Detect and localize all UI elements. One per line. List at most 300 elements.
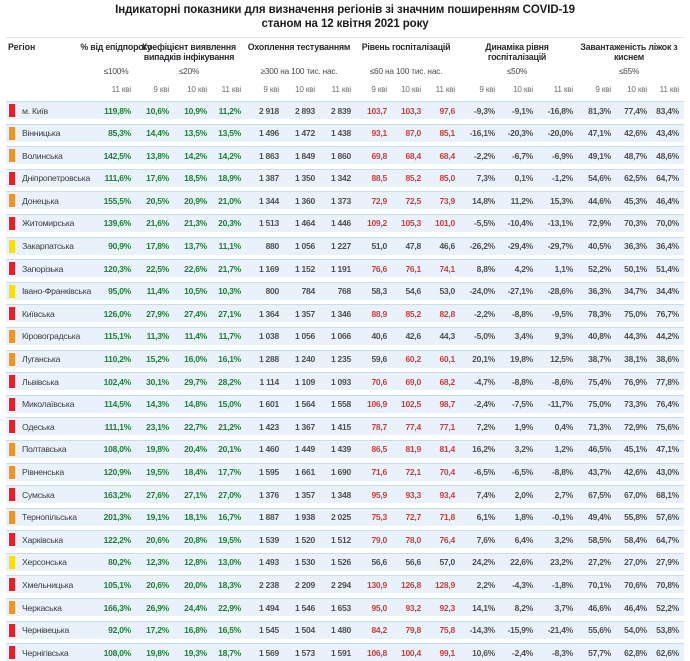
hosp-value: 56,6 (405, 557, 421, 568)
test-value: 1 449 (294, 444, 315, 455)
detect-value: 13,7% (184, 241, 207, 252)
test-value: 1 360 (294, 195, 315, 206)
dyn-value: -0,1% (552, 512, 573, 523)
detect-value: 29,7% (184, 376, 207, 387)
dyn-value: 6,4% (514, 534, 533, 545)
region-name: Луганська (22, 354, 61, 365)
dyn-value: 23,2% (550, 557, 573, 568)
beds-value: 57,6% (656, 512, 679, 523)
beds-value: 64,7% (656, 173, 679, 184)
test-value: 1 573 (294, 647, 315, 658)
test-value: 1 344 (258, 195, 279, 206)
test-value: 1 367 (294, 421, 315, 432)
test-value: 1 439 (330, 444, 351, 455)
test-value: 1 373 (330, 195, 351, 206)
column-name: Динаміка рівня госпіталізацій (485, 42, 549, 62)
dyn-value: 3,4% (514, 331, 533, 342)
test-value: 1 558 (330, 399, 351, 410)
threshold-label: ≤60 на 100 тис. нас. (369, 66, 443, 76)
beds-value: 58,4% (624, 534, 647, 545)
detect-value: 19,8% (146, 647, 169, 658)
table-row (6, 553, 684, 571)
epid-value: 114,5% (104, 399, 131, 410)
hosp-value: 81,4 (439, 444, 455, 455)
test-value: 1 056 (294, 331, 315, 342)
dyn-value: 0,4% (554, 421, 573, 432)
region-name: Донецька (22, 195, 59, 206)
beds-value: 64,7% (656, 534, 679, 545)
test-value: 1 376 (258, 489, 279, 500)
detect-value: 19,5% (146, 467, 169, 477)
hosp-value: 51,0 (371, 241, 387, 252)
beds-value: 47,1% (588, 128, 611, 139)
beds-value: 67,0% (624, 489, 647, 500)
region-cell (6, 624, 98, 637)
test-value: 1 653 (330, 602, 351, 613)
dyn-value: 2,0% (514, 489, 533, 500)
dyn-value: -6,9% (552, 150, 573, 161)
dyn-value: -6,7% (512, 150, 533, 161)
threshold-label: ≤20% (178, 66, 200, 76)
dyn-value: -4,7% (474, 376, 495, 387)
detect-value: 15,2% (146, 354, 169, 365)
detect-value: 16,8% (184, 625, 207, 636)
beds-value: 42,6% (624, 467, 647, 477)
beds-value: 62,5% (624, 173, 647, 184)
test-value: 1 464 (294, 218, 315, 229)
hosp-value: 88,5 (371, 173, 387, 184)
dyn-value: 1,8% (514, 512, 533, 523)
beds-value: 75,6% (656, 421, 679, 432)
region-name: Черкаська (22, 602, 62, 613)
epid-value: 122,2% (103, 534, 131, 545)
detect-value: 20,3% (218, 218, 241, 229)
region-cell (6, 488, 98, 501)
detect-value: 18,4% (184, 467, 207, 477)
test-value: 1 056 (294, 241, 315, 252)
test-value: 1 240 (294, 354, 315, 365)
detect-value: 11,2% (218, 105, 241, 116)
hosp-value: 79,0 (371, 534, 387, 545)
dyn-value: -9,1% (512, 105, 533, 116)
dyn-value: -9,3% (474, 105, 495, 116)
hosp-value: 92,3 (439, 602, 455, 613)
region-name: Одеська (22, 421, 55, 432)
beds-value: 44,6% (588, 195, 611, 206)
dyn-value: -6,5% (512, 467, 533, 477)
hosp-value: 126,8 (400, 579, 421, 590)
dyn-value: 4,2% (514, 263, 533, 274)
beds-value: 55,8% (624, 512, 647, 523)
region-name: Полтавська (22, 444, 67, 455)
test-value: 1 887 (258, 512, 279, 523)
column-name: Коефіцієнт виявлення випадків інфікування (142, 42, 236, 62)
status-marker-orange (9, 194, 15, 207)
hosp-value: 40,6 (371, 331, 387, 342)
region-name: Вінницька (22, 128, 61, 139)
status-marker-orange (9, 466, 15, 479)
dyn-value: -7,5% (512, 399, 533, 410)
detect-value: 12,3% (146, 557, 169, 568)
beds-value: 62,8% (624, 647, 647, 658)
region-name: Дніпропетровська (22, 173, 91, 184)
table-row (6, 214, 684, 232)
epid-value: 119,8% (104, 105, 131, 116)
date-label: 10 кві (187, 85, 207, 94)
beds-value: 70,8% (656, 579, 679, 590)
threshold-label: ≤65% (618, 66, 640, 76)
dyn-value: -5,0% (474, 331, 495, 342)
dyn-value: -24,0% (469, 286, 495, 297)
hosp-value: 93,4 (439, 489, 455, 500)
detect-value: 20,6% (146, 579, 169, 590)
detect-value: 17,7% (218, 467, 241, 477)
column-name: Охоплення тестуванням (247, 42, 351, 52)
region-cell (6, 443, 98, 456)
test-value: 2 918 (258, 105, 279, 116)
detect-value: 19,5% (218, 534, 241, 545)
status-marker-red (9, 375, 15, 388)
test-value: 2 209 (294, 579, 315, 590)
hosp-value: 76,4 (439, 534, 455, 545)
beds-value: 51,4% (656, 263, 679, 274)
detect-value: 11,4% (146, 286, 169, 297)
table-row (6, 440, 684, 458)
detect-value: 10,9% (184, 105, 207, 116)
dyn-value: 9,3% (554, 331, 573, 342)
dyn-value: -11,7% (548, 399, 573, 410)
region-cell (6, 104, 98, 117)
region-name: Харківська (22, 534, 63, 545)
test-value: 2 893 (294, 105, 315, 116)
hosp-value: 128,9 (434, 579, 455, 590)
dyn-value: -27,1% (507, 286, 533, 297)
table-row (6, 146, 684, 164)
dyn-value: -8,6% (552, 376, 573, 387)
detect-value: 16,5% (218, 625, 241, 636)
beds-value: 34,4% (656, 286, 679, 297)
beds-value: 58,5% (588, 534, 611, 545)
beds-value: 27,2% (588, 557, 611, 568)
test-value: 1 235 (330, 354, 351, 365)
date-label: 10 кві (513, 85, 533, 94)
region-name: Житомирська (22, 218, 75, 229)
dyn-value: 1,1% (554, 263, 573, 274)
detect-value: 20,1% (218, 444, 241, 455)
detect-value: 17,2% (146, 625, 169, 636)
date-label: 9 кві (479, 85, 495, 94)
detect-value: 13,5% (218, 128, 241, 139)
hosp-value: 105,3 (400, 218, 421, 229)
region-cell (6, 466, 98, 479)
test-value: 1 472 (294, 128, 315, 139)
region-name: Кіровоградська (22, 331, 81, 342)
beds-value: 46,5% (588, 444, 611, 455)
hosp-value: 54,6 (405, 286, 421, 297)
dyn-value: 1,2% (554, 444, 573, 455)
dyn-value: -8,8% (512, 308, 533, 319)
detect-value: 18,5% (184, 173, 207, 184)
status-marker-red (9, 624, 15, 637)
test-value: 1 526 (330, 557, 351, 568)
table-row (6, 327, 684, 345)
beds-value: 46,6% (588, 602, 611, 613)
hosp-value: 103,3 (400, 105, 421, 116)
hosp-value: 70,6 (371, 376, 387, 387)
hosp-value: 82,8 (439, 308, 455, 319)
dyn-value: 15,3% (550, 195, 573, 206)
beds-value: 45,3% (624, 195, 647, 206)
test-value: 1 494 (258, 602, 279, 613)
detect-value: 21,6% (146, 218, 169, 229)
test-value: 1 690 (330, 467, 351, 477)
dyn-value: -8,8% (552, 467, 573, 477)
region-cell (6, 556, 98, 569)
test-value: 1 357 (294, 489, 315, 500)
table-row (6, 485, 684, 503)
status-marker-orange (9, 330, 15, 343)
detect-value: 19,1% (146, 512, 169, 523)
column-header-beds (576, 42, 682, 76)
test-value: 1 520 (294, 534, 315, 545)
detect-value: 20,6% (146, 534, 169, 545)
hosp-value: 78,7 (371, 421, 387, 432)
dyn-value: 3,2% (554, 534, 573, 545)
beds-value: 40,5% (588, 241, 611, 252)
dyn-value: 7,2% (476, 421, 495, 432)
hosp-value: 85,2 (405, 308, 421, 319)
dyn-value: 12,5% (550, 354, 573, 365)
date-label: 11 кві (659, 85, 679, 94)
test-value: 1 114 (259, 376, 279, 387)
test-value: 1 513 (258, 218, 279, 229)
detect-value: 20,8% (184, 534, 207, 545)
epid-value: 95,0% (108, 286, 131, 297)
beds-value: 72,9% (588, 218, 611, 229)
dyn-value: 8,2% (514, 602, 533, 613)
detect-value: 27,0% (218, 489, 241, 500)
hosp-value: 57,0 (439, 557, 455, 568)
hosp-value: 77,4 (405, 421, 421, 432)
test-value: 1 342 (330, 173, 351, 184)
beds-value: 72,9% (624, 421, 647, 432)
hosp-value: 71,6 (371, 467, 387, 477)
table-row (6, 101, 684, 119)
detect-value: 16,1% (218, 354, 241, 365)
region-name: Львівська (22, 376, 59, 387)
test-value: 1 512 (330, 534, 351, 545)
hosp-value: 106,8 (366, 647, 387, 658)
beds-value: 27,0% (624, 557, 647, 568)
epid-value: 108,0% (103, 647, 131, 658)
hosp-value: 71,8 (439, 512, 455, 523)
region-name: м. Київ (22, 105, 48, 116)
status-marker-red (9, 420, 15, 433)
hosp-value: 93,1 (371, 128, 387, 139)
test-value: 1 438 (330, 128, 351, 139)
beds-value: 77,8% (656, 376, 679, 387)
detect-value: 11,7% (218, 331, 241, 342)
dyn-value: -20,0% (547, 128, 573, 139)
detect-value: 13,8% (146, 150, 169, 161)
detect-value: 14,3% (146, 399, 169, 410)
hosp-value: 86,5 (371, 444, 387, 455)
status-marker-red (9, 533, 15, 546)
hosp-value: 68,2 (439, 376, 455, 387)
detect-value: 18,9% (218, 173, 241, 184)
dyn-value: -2,2% (474, 150, 495, 161)
status-marker-yellow (9, 285, 15, 298)
epid-value: 111,1% (104, 421, 131, 432)
dyn-value: 1,9% (514, 421, 533, 432)
region-name: Тернопільська (22, 512, 77, 523)
beds-value: 36,3% (588, 286, 611, 297)
beds-value: 77,4% (624, 105, 647, 116)
table-row (6, 350, 684, 368)
region-name: Івано-Франківська (22, 286, 92, 297)
test-value: 1 493 (258, 557, 279, 568)
test-value: 1 288 (258, 354, 279, 365)
region-cell (6, 533, 98, 546)
detect-value: 22,9% (218, 602, 241, 613)
beds-value: 45,1% (624, 444, 647, 455)
column-name: Рівень госпіталізацій (361, 42, 451, 52)
test-value: 1 849 (294, 150, 315, 161)
dyn-value: -14,3% (469, 625, 495, 636)
hosp-value: 103,7 (366, 105, 387, 116)
beds-value: 70,1% (588, 579, 611, 590)
test-value: 1 152 (294, 263, 315, 274)
dyn-value: -4,3% (512, 579, 533, 590)
epid-value: 108,0% (103, 444, 131, 455)
detect-value: 10,5% (184, 286, 207, 297)
column-header-test (244, 42, 354, 76)
column-header-region: Регіон (8, 42, 36, 52)
region-cell (6, 194, 98, 207)
region-cell (6, 511, 98, 524)
epid-value: 155,5% (103, 195, 131, 206)
hosp-value: 70,4 (439, 467, 455, 477)
status-marker-red (9, 646, 15, 659)
hosp-value: 78,0 (405, 534, 421, 545)
dyn-value: 11,2% (510, 195, 533, 206)
hosp-value: 79,8 (405, 625, 421, 636)
epid-value: 115,1% (104, 331, 131, 342)
detect-value: 14,4% (146, 128, 169, 139)
column-header-dyn (458, 42, 576, 76)
table-row (6, 395, 684, 413)
beds-value: 70,6% (624, 579, 647, 590)
region-cell (6, 262, 98, 275)
beds-value: 36,4% (656, 241, 679, 252)
region-cell (6, 307, 98, 320)
dyn-value: -10,4% (507, 218, 533, 229)
dyn-value: -16,1% (469, 128, 495, 139)
beds-value: 75,4% (588, 376, 611, 387)
threshold-label: ≥300 на 100 тис. нас. (260, 66, 338, 76)
hosp-value: 60,2 (405, 354, 421, 365)
detect-value: 18,3% (218, 579, 241, 590)
date-label: 9 кві (371, 85, 387, 94)
hosp-value: 60,1 (439, 354, 455, 365)
beds-value: 44,2% (656, 331, 679, 342)
hosp-value: 102,5 (400, 399, 421, 410)
hosp-value: 101,0 (434, 218, 455, 229)
test-value: 1 591 (330, 647, 351, 658)
region-cell (6, 240, 98, 253)
test-value: 1 423 (258, 421, 279, 432)
hosp-value: 85,0 (439, 173, 455, 184)
column-name: % від епідпорогу (80, 42, 152, 52)
date-label: 11 кві (111, 85, 131, 94)
test-value: 768 (337, 286, 351, 297)
beds-value: 49,1% (588, 150, 611, 161)
column-name: Завантаженість ліжок з киснем (580, 42, 678, 62)
test-value: 1 569 (258, 647, 279, 658)
page-title (6, 4, 684, 31)
table-row (6, 191, 684, 209)
beds-value: 54,6% (588, 173, 611, 184)
detect-value: 27,9% (146, 308, 169, 319)
test-value: 1 545 (258, 625, 279, 636)
status-marker-red (9, 578, 15, 591)
detect-value: 15,0% (218, 399, 241, 410)
detect-value: 27,1% (218, 308, 241, 319)
dyn-value: 7,3% (476, 173, 495, 184)
region-cell (6, 172, 98, 185)
dyn-value: -5,5% (474, 218, 495, 229)
test-value: 1 504 (294, 625, 315, 636)
hosp-value: 75,3 (371, 512, 387, 523)
dyn-value: 8,8% (476, 263, 495, 274)
hosp-value: 72,5 (405, 195, 421, 206)
beds-value: 68,1% (656, 489, 679, 500)
region-name: Сумська (22, 489, 55, 500)
test-value: 2 839 (330, 105, 351, 116)
hosp-value: 100,4 (400, 647, 421, 658)
detect-value: 11,1% (218, 241, 241, 252)
beds-value: 81,3% (588, 105, 611, 116)
dyn-value: -2,4% (474, 399, 495, 410)
detect-value: 11,4% (184, 331, 207, 342)
test-value: 1 938 (294, 512, 315, 523)
status-marker-orange (9, 127, 15, 140)
status-marker-orange (9, 511, 15, 524)
region-name: Запорізька (22, 263, 64, 274)
hosp-value: 44,3 (439, 331, 455, 342)
test-value: 1 661 (294, 467, 315, 477)
test-value: 1 863 (258, 150, 279, 161)
dyn-value: -1,2% (552, 173, 573, 184)
detect-value: 10,3% (218, 286, 241, 297)
detect-value: 19,8% (146, 444, 169, 455)
dyn-value: 22,6% (510, 557, 533, 568)
test-value: 1 066 (330, 331, 351, 342)
detect-value: 20,5% (146, 195, 169, 206)
date-label: 11 кві (435, 85, 455, 94)
hosp-value: 109,2 (366, 218, 387, 229)
test-value: 1 357 (294, 308, 315, 319)
epid-value: 166,3% (103, 602, 131, 613)
column-header-detect (134, 42, 244, 76)
beds-value: 52,2% (656, 602, 679, 613)
threshold-label: ≤100% (103, 66, 129, 76)
detect-value: 21,7% (218, 263, 241, 274)
beds-value: 43,7% (588, 467, 611, 477)
table-row (6, 282, 684, 300)
status-marker-yellow (9, 556, 15, 569)
epid-value: 110,2% (104, 354, 131, 365)
